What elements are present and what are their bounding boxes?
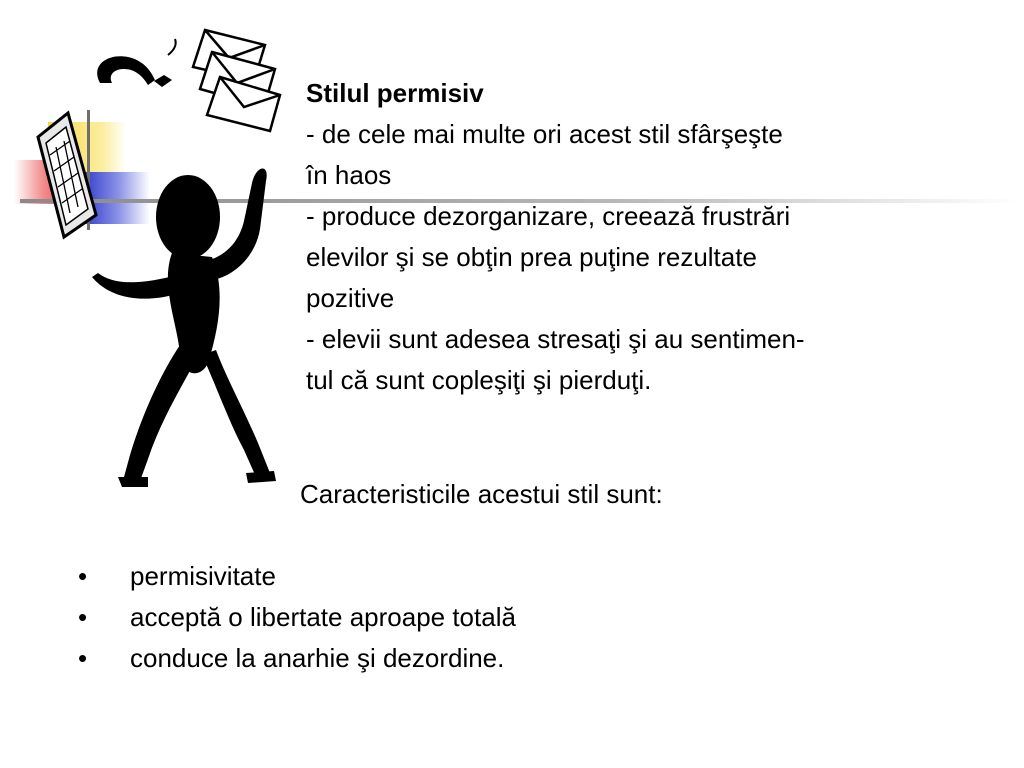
list-item: [78, 638, 516, 679]
bullet-icon: •: [78, 643, 88, 673]
list-item-text: acceptă o libertate aproape totală: [130, 602, 516, 632]
juggler-clipart: [30, 25, 300, 495]
characteristics-heading: Caracteristicile acestui stil sunt:: [300, 479, 663, 509]
list-item: [78, 597, 516, 638]
calculator-icon: [38, 113, 96, 237]
body-line: - elevii sunt adesea stresaţi şi au sentimen-: [306, 324, 805, 354]
slide-title: Stilul permisiv: [306, 78, 484, 108]
body-line: - de cele mai multe ori acest stil sfârşeşte: [306, 119, 783, 149]
body-line: tul că sunt copleşiţi şi pierduţi.: [306, 365, 652, 395]
bullet-icon: •: [78, 602, 88, 632]
list-item: [78, 556, 516, 597]
bullet-icon: •: [78, 561, 88, 591]
body-line: - produce dezorganizare, creează frustrări: [306, 201, 791, 231]
characteristics-list: [78, 556, 516, 679]
telephone-handset-icon: [97, 39, 176, 87]
envelopes-icon: [193, 30, 280, 131]
list-item-text: permisivitate: [130, 561, 276, 591]
body-line: elevilor şi se obţin prea puţine rezultate: [306, 242, 757, 272]
main-text-block: [306, 73, 996, 401]
list-item-text: conduce la anarhie şi dezordine.: [130, 643, 505, 673]
juggler-figure-icon: [92, 168, 276, 487]
body-line: pozitive: [306, 283, 395, 313]
body-line: în haos: [306, 160, 392, 190]
